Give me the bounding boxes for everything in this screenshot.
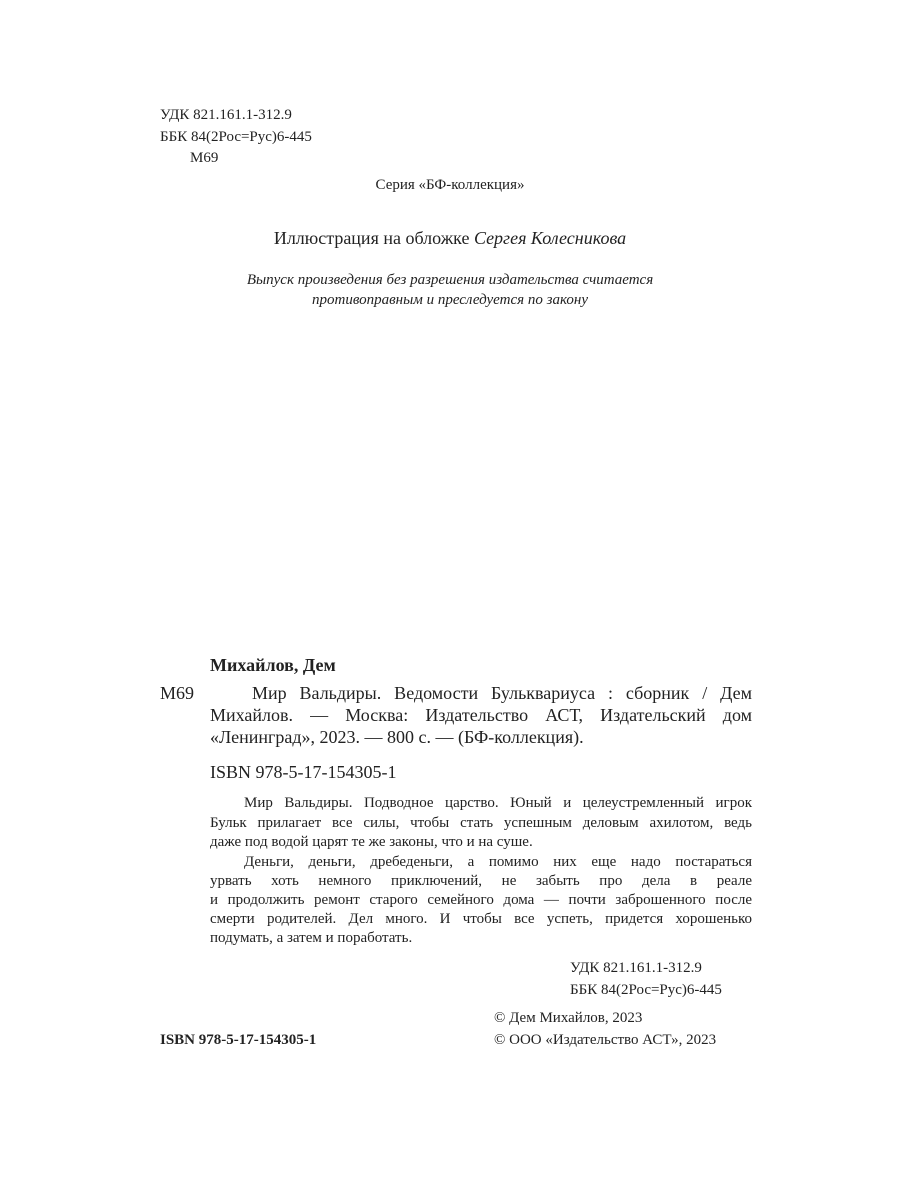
annotation-line: Мир Вальдиры. Подводное царство. Юный и целеустремленный игрок (244, 795, 752, 811)
illustration-credit (0, 226, 900, 250)
copyright-author: © Дем Михайлов, 2023 (494, 1010, 643, 1026)
bottom-udk: УДК 821.161.1-312.9 (570, 960, 702, 976)
annotation-line: даже под водой царят те же законы, что и на суше. (210, 834, 533, 850)
illustration-prefix: Иллюстрация на обложке (273, 228, 470, 248)
annotation-line: Бульк прилагает все силы, чтобы стать успешным деловым ахилотом, ведь (210, 815, 752, 831)
bottom-isbn: ISBN 978-5-17-154305-1 (160, 1032, 317, 1048)
legal-notice-line: противоправным и преследуется по закону (311, 292, 588, 308)
udk-code: УДК 821.161.1-312.9 (160, 107, 292, 123)
citation-line: «Ленинград», 2023. — 800 с. — (БФ-коллекция). (210, 727, 584, 747)
card-isbn: ISBN 978-5-17-154305-1 (210, 762, 397, 782)
author-mark: М69 (190, 150, 219, 166)
annotation-line: урвать хоть немного приключений, не забыть про дела в реале (210, 873, 752, 889)
annotation-line: смерти родителей. Дел много. И чтобы все успеть, придется хорошенько (210, 911, 752, 927)
citation-line: Михайлов. — Москва: Издательство АСТ, Издательский дом (210, 705, 752, 725)
legal-notice-line: Выпуск произведения без разрешения издательства считается (246, 272, 654, 288)
citation-line: Мир Вальдиры. Ведомости Бульквариуса : сборник / Дем (252, 683, 752, 703)
bbk-code: ББК 84(2Рос=Рус)6-445 (160, 129, 312, 145)
annotation-line: Деньги, деньги, дребеденьги, а помимо них еще надо постараться (244, 854, 752, 870)
annotation-line: и продолжить ремонт старого семейного дома — почти заброшенного после (210, 892, 752, 908)
annotation-line: подумать, а затем и поработать. (210, 930, 413, 946)
bottom-bbk: ББК 84(2Рос=Рус)6-445 (570, 982, 722, 998)
series-line: Серия «БФ-коллекция» (375, 177, 525, 193)
copyright-publisher: © ООО «Издательство АСТ», 2023 (494, 1032, 717, 1048)
card-author: Михайлов, Дем (210, 655, 336, 675)
card-author-mark: М69 (160, 683, 195, 703)
illustration-artist: Сергея Колесникова (473, 228, 627, 248)
